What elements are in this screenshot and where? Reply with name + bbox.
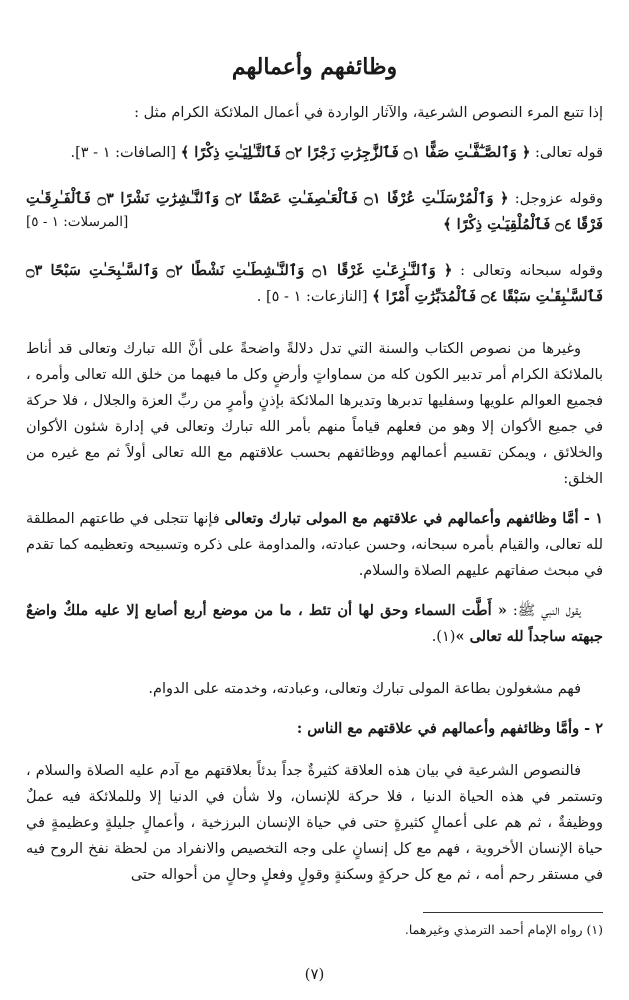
verse-reference: [النازعات: ١ - ٥] .	[256, 289, 368, 305]
verse-reference: [المرسلات: ١ - ٥]	[26, 214, 129, 230]
body-paragraph-1: وغيرها من نصوص الكتاب والسنة التي تدل دلالةً واضحةً على أنَّ الله تبارك وتعالى قد أناط بالملائكة الكرام أمر تدبير الكون كله من سماواتٍ وأرضٍ وكل ما فيهما من خلق الله تعالى وأمره ، فجميع العوالم علويها وسفليها تدبرها وتديرها الملائكة بإذنٍ وأمرٍ من ربِّ العزة والجلال ، فلا حركة في جميع الأكوان إلا وهو من فعلهم قياماً منهم بأمر الله تبارك وتعالى في إدارة شئون الأكوان والخلائق ، ويمكن تقسيم أعمالهم ووظائفهم بحسب علاقتهم مع الله تعالى أولاً ثم مع غيره من الخلق:	[26, 341, 603, 487]
hadith-lead: يقول النبي ﷺ:	[506, 603, 581, 619]
hadith-text: « أَطَّت السماء وحق لها أن تئط ، ما من موضع أربع أصابع إلا عليه ملكٌ واضعٌ جبهته ساجداً لله تعالى »	[26, 602, 603, 645]
page-title: وظائفهم وأعمالهم	[231, 54, 398, 80]
quran-quote: ﴿ وَٱلصَّـٰٓفَّـٰتِ صَفًّا ۝١ فَٱلزَّٰجِرَٰتِ زَجْرًا ۝٢ فَٱلتَّـٰلِيَـٰتِ ذِكْرًا ﴾	[180, 144, 531, 161]
section-2-text: فالنصوص الشرعية في بيان هذه العلاقة كثيرةٌ جداً بدئاً بعلاقتهم مع آدم عليه الصلاة والسلام ، وتستمر في هذه الحياة الدنيا ، فلا حركة للإنسان، ولا شأن في الدنيا إلا وللملائكة فيه عملٌ ووظيفةٌ ، ثم هم على أعمالٍ كثيرةٍ حتى في حياة الإنسان البرزخية ، وأعمالٍ جليلةٍ وعظيمةٍ في حياة الإنسان الأخروية ، فهم مع كل إنسانٍ على وجه التخصيص والانفراد من لحظة نفخ الروح فيه في مستقر رحم أمه ، ثم مع كل حركةٍ وسكنةٍ وقولٍ وفعلٍ وحالٍ من أحواله حتى	[26, 763, 603, 883]
page-number: (٧)	[304, 965, 325, 983]
section-1-heading: ١ - أمَّا وظائفهم وأعمالهم في علاقتهم مع المولى تبارك وتعالى	[224, 510, 603, 527]
section-1-text: فإنها تتجلى في طاعتهم المطلقة لله تعالى، والقيام بأمره سبحانه، وحسن عبادته، والمداومة على ذكره وتسبيحه وتعظيمه كما تقدم في مبحث صفاتهم عليهم الصلاة والسلام.	[26, 511, 603, 579]
section-1	[26, 506, 603, 584]
hadith-paragraph	[26, 598, 603, 650]
verse-reference: [الصافات: ١ - ٣].	[70, 145, 177, 161]
summary-paragraph: فهم مشغولون بطاعة المولى تبارك وتعالى، وعبادته، وخدمته على الدوام.	[148, 681, 581, 697]
verse-line-2	[26, 186, 603, 238]
footnote-divider	[423, 912, 603, 913]
verse-line-3	[26, 258, 603, 310]
footnote: (١) رواه الإمام أحمد الترمذي وغيرهما.	[404, 922, 603, 937]
quran-quote: ﴿ وَٱلْمُرْسَلَـٰتِ عُرْفًا ۝١ فَٱلْعَـٰصِفَـٰتِ عَصْفًا ۝٢ وَٱلنَّـٰشِرَٰتِ نَشْرًا ۝٣ فَٱلْفَـٰرِقَـٰتِ فَرْقًا ۝٤ فَٱلْمُلْقِيَـٰتِ ذِكْرًا ﴾	[26, 190, 603, 233]
verse-lead: قوله تعالى:	[534, 145, 603, 161]
footnote-marker: (١).	[431, 629, 456, 645]
quran-quote: ﴿ وَٱلنَّـٰزِعَـٰتِ غَرْقًا ۝١ وَٱلنَّـٰشِطَـٰتِ نَشْطًا ۝٢ وَٱلسَّـٰبِحَـٰتِ سَبْحًا ۝٣ فَٱلسَّـٰبِقَـٰتِ سَبْقًا ۝٤ فَٱلْمُدَبِّرَٰتِ أَمْرًا ﴾	[26, 262, 603, 305]
verse-line-1	[26, 140, 603, 166]
intro-paragraph: إذا تتبع المرء النصوص الشرعية، والآثار الواردة في أعمال الملائكة الكرام مثل :	[134, 105, 603, 121]
verse-lead: وقوله عزوجل:	[514, 191, 603, 207]
verse-lead: وقوله سبحانه وتعالى :	[460, 263, 603, 279]
section-2-heading: ٢ - وأمَّا وظائفهم وأعمالهم في علاقتهم مع الناس :	[296, 720, 603, 737]
